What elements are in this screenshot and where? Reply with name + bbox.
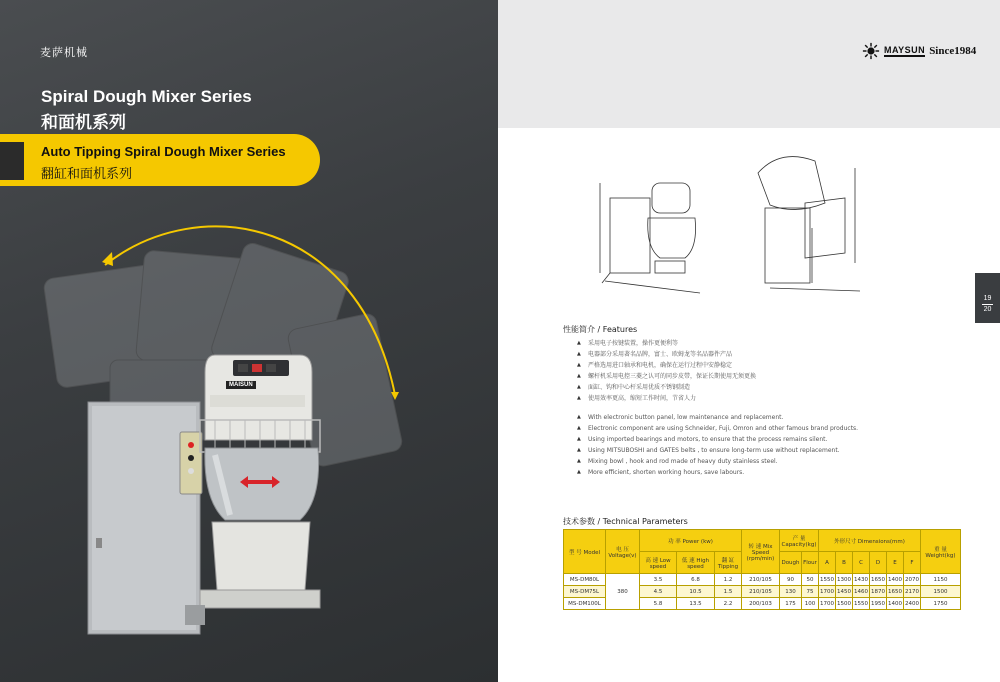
cell-b: 1500 bbox=[836, 598, 853, 610]
features-list-en bbox=[588, 412, 858, 479]
left-panel bbox=[0, 0, 498, 682]
cell-d: 1950 bbox=[870, 598, 887, 610]
cell-weight: 1500 bbox=[921, 586, 961, 598]
th-high-speed: 低 速 High speed bbox=[677, 552, 715, 574]
cell-dough: 90 bbox=[780, 574, 802, 586]
th-low-speed: 高 速 Low speed bbox=[640, 552, 677, 574]
subtitle-en: Auto Tipping Spiral Dough Mixer Series bbox=[41, 144, 286, 159]
header-band bbox=[498, 0, 1000, 128]
cell-e: 1400 bbox=[887, 598, 904, 610]
th-model: 型 号 Model bbox=[564, 530, 606, 574]
th-mix-speed: 转 速 Mix Speed (rpm/min) bbox=[742, 530, 780, 574]
cell-model: MS-DM80L bbox=[564, 574, 606, 586]
feature-cn-item: ▲ 严格选用进口轴承和电机，确保在运行过程中安静稳定 bbox=[588, 360, 756, 371]
features-list-cn bbox=[588, 338, 756, 405]
th-dim-b: B bbox=[836, 552, 853, 574]
cell-a: 1700 bbox=[819, 598, 836, 610]
features-heading: 性能简介 / Features bbox=[563, 325, 638, 334]
tech-params-table bbox=[563, 529, 961, 610]
cell-a: 1700 bbox=[819, 586, 836, 598]
tech-params-heading: 技术参数 / Technical Parameters bbox=[563, 517, 688, 526]
since-year: Since1984 bbox=[929, 45, 977, 57]
th-capacity: 产 量 Capacity(kg) bbox=[780, 530, 819, 552]
feature-en-item: ▲ More efficient, shorten working hours, save labours. bbox=[588, 467, 858, 478]
feature-cn-item: ▲ 电器部分采用著名品牌，富士、欧姆龙等名品器件产品 bbox=[588, 349, 756, 360]
feature-cn-item: ▲ 面缸、钩和中心杆采用优质不锈钢制造 bbox=[588, 382, 756, 393]
cell-flour: 100 bbox=[802, 598, 819, 610]
technical-drawings bbox=[580, 143, 880, 303]
machine-badge: MAISUN bbox=[226, 381, 256, 389]
cell-high: 6.8 bbox=[677, 574, 715, 586]
th-dim-c: C bbox=[853, 552, 870, 574]
th-dim-a: A bbox=[819, 552, 836, 574]
feature-en-item: ▲ Mixing bowl , hook and rod made of heavy duty stainless steel. bbox=[588, 456, 858, 467]
th-power: 功 率 Power (kw) bbox=[640, 530, 742, 552]
th-voltage: 电 压 Voltage(v) bbox=[606, 530, 640, 574]
feature-en-item: ▲ Using MITSUBOSHI and GATES belts , to ensure long-term use without replacement. bbox=[588, 445, 858, 456]
cell-low: 5.8 bbox=[640, 598, 677, 610]
cell-mix: 200/103 bbox=[742, 598, 780, 610]
th-tipping: 翻 缸 Tipping bbox=[715, 552, 742, 574]
th-dim-e: E bbox=[887, 552, 904, 574]
subtitle-cn: 翻缸和面机系列 bbox=[41, 167, 133, 182]
cell-d: 1650 bbox=[870, 574, 887, 586]
cell-model: MS-DM75L bbox=[564, 586, 606, 598]
page-number-bottom: 20 bbox=[983, 306, 992, 313]
th-dim-d: D bbox=[870, 552, 887, 574]
feature-cn-item: ▲ 采用电子按键装置，操作更便利等 bbox=[588, 338, 756, 349]
th-weight: 重 量 Weight(kg) bbox=[921, 530, 961, 574]
cell-low: 3.5 bbox=[640, 574, 677, 586]
cell-c: 1460 bbox=[853, 586, 870, 598]
cell-flour: 75 bbox=[802, 586, 819, 598]
cell-f: 2400 bbox=[904, 598, 921, 610]
cell-voltage: 380 bbox=[606, 574, 640, 610]
cell-high: 13.5 bbox=[677, 598, 715, 610]
table-row bbox=[564, 574, 961, 586]
cell-e: 1650 bbox=[887, 586, 904, 598]
cell-b: 1300 bbox=[836, 574, 853, 586]
cell-a: 1550 bbox=[819, 574, 836, 586]
cell-c: 1430 bbox=[853, 574, 870, 586]
brand-name: 麦萨机械 bbox=[40, 46, 88, 59]
cell-dough: 130 bbox=[780, 586, 802, 598]
cell-low: 4.5 bbox=[640, 586, 677, 598]
page-number-top: 19 bbox=[983, 295, 992, 302]
th-dim-f: F bbox=[904, 552, 921, 574]
cell-weight: 1750 bbox=[921, 598, 961, 610]
cell-d: 1870 bbox=[870, 586, 887, 598]
cell-tip: 2.2 bbox=[715, 598, 742, 610]
th-flour: Flour bbox=[802, 552, 819, 574]
cell-flour: 50 bbox=[802, 574, 819, 586]
cell-dough: 175 bbox=[780, 598, 802, 610]
cell-mix: 210/105 bbox=[742, 586, 780, 598]
page-number-tab bbox=[975, 273, 1000, 323]
feature-cn-item: ▲ 螺杆机采用电控三菱之认可的同步皮带，保证长期使用无须更换 bbox=[588, 371, 756, 382]
sun-logo-icon bbox=[862, 42, 880, 60]
page-number-divider bbox=[982, 304, 993, 305]
series-title-en: Spiral Dough Mixer Series bbox=[41, 87, 252, 106]
cell-b: 1450 bbox=[836, 586, 853, 598]
subtitle-accent-bar bbox=[0, 142, 24, 180]
cell-tip: 1.2 bbox=[715, 574, 742, 586]
th-dough: Dough bbox=[780, 552, 802, 574]
cell-c: 1550 bbox=[853, 598, 870, 610]
cell-f: 2170 bbox=[904, 586, 921, 598]
feature-en-item: ▲ Electronic component are using Schneider, Fuji, Omron and other famous brand products. bbox=[588, 423, 858, 434]
cell-high: 10.5 bbox=[677, 586, 715, 598]
series-title-cn: 和面机系列 bbox=[41, 113, 126, 133]
cell-weight: 1150 bbox=[921, 574, 961, 586]
cell-model: MS-DM100L bbox=[564, 598, 606, 610]
logo-wordmark: MAYSUN bbox=[884, 45, 926, 55]
feature-cn-item: ▲ 使用效率更高，缩短工作时间，节省人力 bbox=[588, 393, 756, 404]
cell-tip: 1.5 bbox=[715, 586, 742, 598]
cell-mix: 210/105 bbox=[742, 574, 780, 586]
th-dimensions: 外形尺寸 Dimensions(mm) bbox=[819, 530, 921, 552]
feature-en-item: ▲ With electronic button panel, low maintenance and replacement. bbox=[588, 412, 858, 423]
company-logo bbox=[862, 42, 976, 60]
cell-f: 2070 bbox=[904, 574, 921, 586]
feature-en-item: ▲ Using imported bearings and motors, to ensure that the process remains silent. bbox=[588, 434, 858, 445]
cell-e: 1400 bbox=[887, 574, 904, 586]
